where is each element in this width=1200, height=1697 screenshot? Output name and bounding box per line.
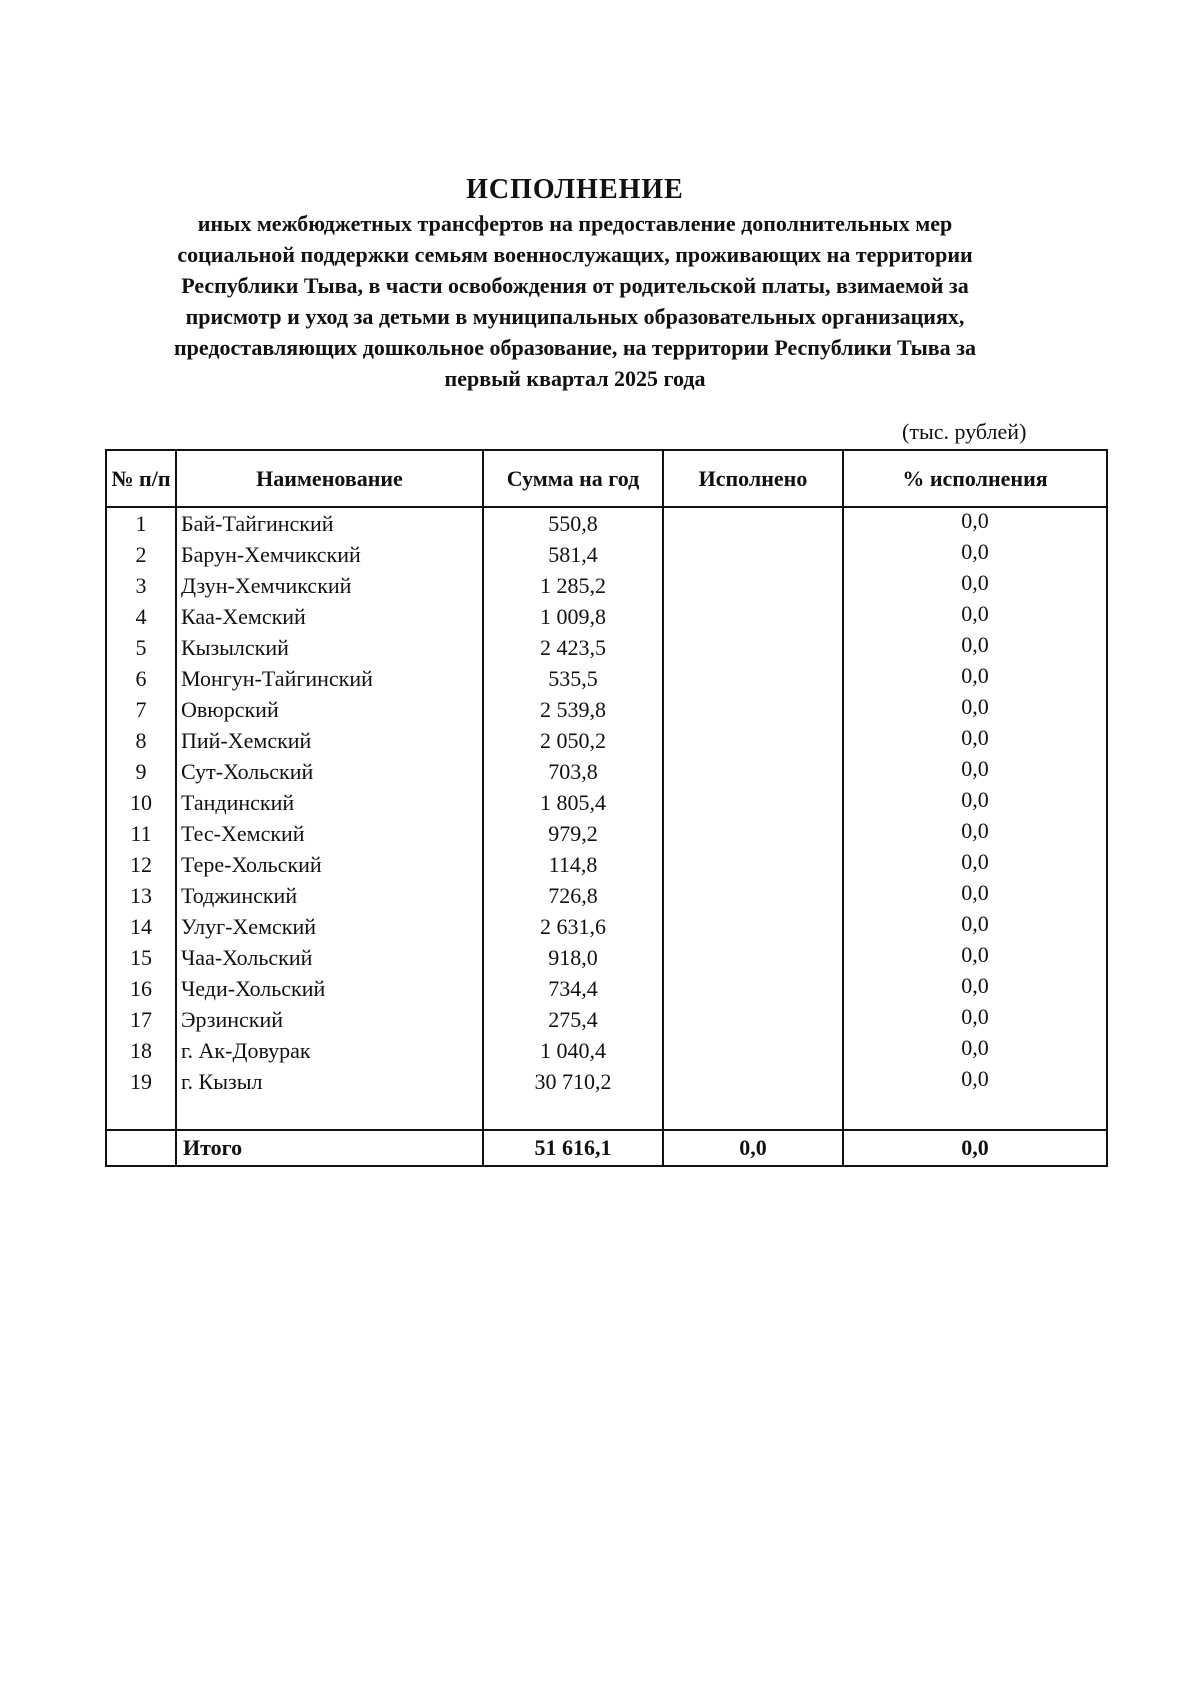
row-name-cell: Бай-Тайгинский: [176, 507, 483, 539]
table-row: [106, 1066, 1107, 1097]
row-name-cell: Пий-Хемский: [176, 725, 483, 756]
row-executed-cell: [663, 1035, 843, 1066]
row-annual-sum-cell: 726,8: [483, 880, 663, 911]
row-number-cell: 17: [106, 1004, 176, 1035]
row-name-cell: Кызылский: [176, 632, 483, 663]
row-name-cell: Сут-Хольский: [176, 756, 483, 787]
row-number-cell: 1: [106, 507, 176, 539]
row-annual-sum-cell: 581,4: [483, 539, 663, 570]
column-header-number: № п/п: [106, 450, 176, 507]
row-number-cell: 14: [106, 911, 176, 942]
row-annual-sum-cell: 114,8: [483, 849, 663, 880]
total-number-cell: [106, 1130, 176, 1166]
row-percent-cell: 0,0: [843, 1035, 1107, 1066]
table-body: [106, 507, 1107, 1097]
total-percent: 0,0: [843, 1130, 1107, 1166]
row-executed-cell: [663, 1004, 843, 1035]
table-row: [106, 818, 1107, 849]
row-name-cell: Монгун-Тайгинский: [176, 663, 483, 694]
row-percent-cell: 0,0: [843, 787, 1107, 818]
row-name-cell: Барун-Хемчикский: [176, 539, 483, 570]
row-annual-sum-cell: 30 710,2: [483, 1066, 663, 1097]
row-number-cell: 10: [106, 787, 176, 818]
table-row: [106, 507, 1107, 539]
table-row: [106, 973, 1107, 1004]
row-executed-cell: [663, 973, 843, 1004]
subtitle-line: Республики Тыва, в части освобождения от родительской платы, взимаемой за: [181, 273, 969, 298]
row-name-cell: г. Кызыл: [176, 1066, 483, 1097]
row-annual-sum-cell: 734,4: [483, 973, 663, 1004]
row-percent-cell: 0,0: [843, 818, 1107, 849]
row-annual-sum-cell: 979,2: [483, 818, 663, 849]
row-percent-cell: 0,0: [843, 1066, 1107, 1097]
subtitle-line: первый квартал 2025 года: [444, 366, 706, 391]
row-percent-cell: 0,0: [843, 539, 1107, 570]
row-annual-sum-cell: 1 805,4: [483, 787, 663, 818]
subtitle-line: присмотр и уход за детьми в муниципальных образовательных организациях,: [185, 304, 965, 329]
row-number-cell: 8: [106, 725, 176, 756]
row-percent-cell: 0,0: [843, 507, 1107, 539]
row-executed-cell: [663, 507, 843, 539]
row-percent-cell: 0,0: [843, 663, 1107, 694]
row-executed-cell: [663, 570, 843, 601]
row-executed-cell: [663, 756, 843, 787]
row-annual-sum-cell: 918,0: [483, 942, 663, 973]
row-number-cell: 2: [106, 539, 176, 570]
row-executed-cell: [663, 911, 843, 942]
table-row: [106, 880, 1107, 911]
row-annual-sum-cell: 1 009,8: [483, 601, 663, 632]
subtitle-line: иных межбюджетных трансфертов на предоставление дополнительных мер: [197, 211, 953, 236]
row-annual-sum-cell: 2 423,5: [483, 632, 663, 663]
row-percent-cell: 0,0: [843, 570, 1107, 601]
table-row: [106, 694, 1107, 725]
row-executed-cell: [663, 663, 843, 694]
row-annual-sum-cell: 2 631,6: [483, 911, 663, 942]
row-annual-sum-cell: 535,5: [483, 663, 663, 694]
row-number-cell: 16: [106, 973, 176, 1004]
row-annual-sum-cell: 703,8: [483, 756, 663, 787]
table-row: [106, 632, 1107, 663]
row-name-cell: Овюрский: [176, 694, 483, 725]
row-name-cell: Тоджинский: [176, 880, 483, 911]
row-number-cell: 12: [106, 849, 176, 880]
row-executed-cell: [663, 849, 843, 880]
table-row: [106, 1004, 1107, 1035]
row-name-cell: Улуг-Хемский: [176, 911, 483, 942]
row-number-cell: 7: [106, 694, 176, 725]
row-executed-cell: [663, 601, 843, 632]
table-row: [106, 942, 1107, 973]
row-executed-cell: [663, 725, 843, 756]
row-name-cell: Каа-Хемский: [176, 601, 483, 632]
row-number-cell: 19: [106, 1066, 176, 1097]
row-executed-cell: [663, 942, 843, 973]
row-executed-cell: [663, 539, 843, 570]
report-table: [105, 449, 1108, 1167]
subtitle-line: предоставляющих дошкольное образование, на территории Республики Тыва за: [174, 335, 976, 360]
row-executed-cell: [663, 1066, 843, 1097]
row-annual-sum-cell: 1 040,4: [483, 1035, 663, 1066]
table-row: [106, 725, 1107, 756]
table-row: [106, 663, 1107, 694]
row-percent-cell: 0,0: [843, 942, 1107, 973]
row-name-cell: Чаа-Хольский: [176, 942, 483, 973]
row-name-cell: Дзун-Хемчикский: [176, 570, 483, 601]
column-header-name: Наименование: [176, 450, 483, 507]
row-executed-cell: [663, 787, 843, 818]
table-spacer-row: [106, 1097, 1107, 1130]
row-name-cell: г. Ак-Довурак: [176, 1035, 483, 1066]
table-row: [106, 787, 1107, 818]
subtitle-line: социальной поддержки семьям военнослужащих, проживающих на территории: [177, 242, 973, 267]
table-row: [106, 911, 1107, 942]
table-total-row: [106, 1130, 1107, 1166]
row-number-cell: 3: [106, 570, 176, 601]
row-name-cell: Чеди-Хольский: [176, 973, 483, 1004]
table-row: [106, 601, 1107, 632]
row-executed-cell: [663, 818, 843, 849]
document-subtitle: [100, 208, 1050, 394]
table-row: [106, 1035, 1107, 1066]
row-name-cell: Тес-Хемский: [176, 818, 483, 849]
table-row: [106, 849, 1107, 880]
row-percent-cell: 0,0: [843, 880, 1107, 911]
row-number-cell: 18: [106, 1035, 176, 1066]
total-label: Итого: [176, 1130, 483, 1166]
row-percent-cell: 0,0: [843, 973, 1107, 1004]
table-header-row: [106, 450, 1107, 507]
column-header-execution-percent: % исполнения: [843, 450, 1107, 507]
units-note: (тыс. рублей): [902, 419, 1027, 444]
row-annual-sum-cell: 275,4: [483, 1004, 663, 1035]
table-row: [106, 539, 1107, 570]
row-name-cell: Эрзинский: [176, 1004, 483, 1035]
row-number-cell: 13: [106, 880, 176, 911]
row-number-cell: 6: [106, 663, 176, 694]
row-annual-sum-cell: 2 050,2: [483, 725, 663, 756]
column-header-annual-sum: Сумма на год: [483, 450, 663, 507]
row-executed-cell: [663, 880, 843, 911]
row-percent-cell: 0,0: [843, 694, 1107, 725]
row-number-cell: 4: [106, 601, 176, 632]
row-percent-cell: 0,0: [843, 601, 1107, 632]
row-executed-cell: [663, 694, 843, 725]
row-annual-sum-cell: 2 539,8: [483, 694, 663, 725]
row-name-cell: Тандинский: [176, 787, 483, 818]
document-title: ИСПОЛНЕНИЕ: [466, 174, 684, 205]
row-percent-cell: 0,0: [843, 911, 1107, 942]
column-header-executed: Исполнено: [663, 450, 843, 507]
row-number-cell: 9: [106, 756, 176, 787]
row-annual-sum-cell: 550,8: [483, 507, 663, 539]
total-sum: 51 616,1: [483, 1130, 663, 1166]
row-number-cell: 11: [106, 818, 176, 849]
row-percent-cell: 0,0: [843, 632, 1107, 663]
table-row: [106, 570, 1107, 601]
table-row: [106, 756, 1107, 787]
row-percent-cell: 0,0: [843, 756, 1107, 787]
row-percent-cell: 0,0: [843, 849, 1107, 880]
total-executed: 0,0: [663, 1130, 843, 1166]
row-percent-cell: 0,0: [843, 725, 1107, 756]
row-annual-sum-cell: 1 285,2: [483, 570, 663, 601]
row-executed-cell: [663, 632, 843, 663]
row-name-cell: Тере-Хольский: [176, 849, 483, 880]
row-percent-cell: 0,0: [843, 1004, 1107, 1035]
row-number-cell: 15: [106, 942, 176, 973]
row-number-cell: 5: [106, 632, 176, 663]
